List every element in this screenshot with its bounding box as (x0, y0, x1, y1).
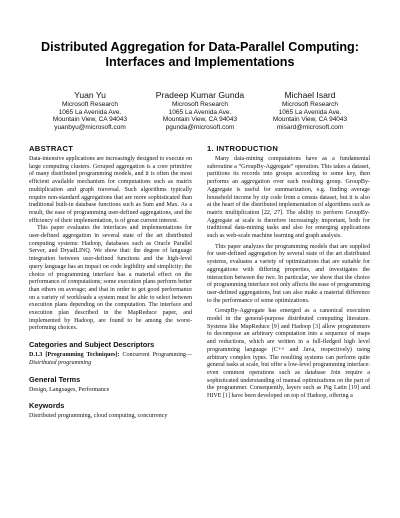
category-subcategory: Distributed programming (29, 359, 92, 366)
author-city: Mountain View, CA 94043 (272, 116, 348, 124)
introduction-paragraph: GroupBy-Aggregate has emerged as a canonical execution model in the general-purpose distributed computing literature. Systems like MapReduce [9] and Hadoop [3] allow programmers to decompose an arbitrary computation into a sequence of maps and reductions, which are written in a full-fledged high level programming language (C++ and Java, respectively) using arbitrary complex types. The resulting systems can perform quite general tasks at scale, but offer a low-level programming interface: even common operations such as database Join require a sophisticated understanding of manual optimizations on the part of the programmer. Consequently, layers such as Pig Latin [19] and HIVE [1] have been developed on top of Hadoop, offering a (207, 308, 370, 400)
paper-title (20, 40, 380, 70)
abstract-paragraph: This paper evaluates the interfaces and implementations for user-defined aggregation in several state of the art distributed computing systems: Hadoop, databases such as Oracle Parallel Server, and DryadLINQ. We show that: the degree of language integration between user-defined functions and the high-level query language has an impact on code legibility and simplicity; the choice of programming interface has a material effect on the performance of computations; some execution plans perform better than others on average; and that in order to get good performance on a variety of workloads a system must be able to select between execution plans depending on the computation. The interface and execution plan described in the MapReduce paper, and implemented by Hadoop, are found to be among the worst-performing choices. (29, 225, 192, 332)
author-name: Michael Isard (284, 90, 336, 100)
abstract-heading: ABSTRACT (29, 144, 74, 153)
author-city: Mountain View, CA 94043 (52, 116, 128, 124)
keywords-heading: Keywords (29, 401, 65, 411)
categories-heading: Categories and Subject Descriptors (29, 340, 155, 350)
left-column (29, 144, 192, 421)
author-card (140, 90, 260, 131)
introduction-heading: 1. INTRODUCTION (207, 144, 279, 153)
categories-text (29, 352, 192, 367)
category-code: D.1.3 [Programming Techniques]: (29, 352, 120, 359)
introduction-paragraph: This paper analyzes the programming models that are supplied for user-defined aggregation by several state of the art distributed systems, evaluates a variety of optimizations that are suitable for aggregations with differing properties, and investigates the interaction between the two. In particular, we show that the choice of programming interface not only affects the ease of programming user-defined aggregations, but can also make a material difference to the performance of some optimizations. (207, 243, 370, 304)
paper-title-line-1: Distributed Aggregation for Data-Parallel Computing: (41, 40, 359, 54)
paper-title-line-2: Interfaces and Implementations (105, 55, 295, 69)
author-org: Microsoft Research (62, 101, 118, 108)
author-org: Microsoft Research (172, 101, 228, 108)
keywords-text: Distributed programming, cloud computing, concurrency (29, 413, 168, 420)
author-address: 1065 La Avenida Ave. (58, 108, 122, 116)
author-name: Yuan Yu (74, 90, 106, 100)
general-terms-heading: General Terms (29, 374, 81, 384)
author-email: misard@microsoft.com (276, 123, 344, 131)
author-email: yuanbyu@microsoft.com (54, 123, 126, 131)
author-org: Microsoft Research (282, 101, 338, 108)
abstract-paragraph: Data-intensive applications are increasingly designed to execute on large computing clusters. Grouped aggregation is a core primitive of many distributed programming models, and it is often the most efficient available mechanism for computations such as matrix multiplication and graph traversal. Such algorithms typically require non-standard aggregations that are more sophisticated than traditional built-in database functions such as Sum and Max. As a result, the ease of programming user-defined aggregations, and the efficiency of their implementation, is of great current interest. (29, 156, 192, 224)
author-email: pgunda@microsoft.com (165, 123, 235, 131)
author-name: Pradeep Kumar Gunda (155, 90, 245, 100)
category-description: Concurrent Programming— (122, 352, 192, 359)
author-card (30, 90, 150, 131)
right-column (207, 144, 370, 401)
author-block (30, 90, 370, 135)
author-card (250, 90, 370, 131)
author-address: 1065 La Avenida Ave. (168, 108, 232, 116)
general-terms-text: Design, Languages, Performance (29, 386, 110, 393)
introduction-paragraph: Many data-mining computations have as a fundamental subroutine a “GroupBy-Aggregate” operation. This takes a dataset, partitions its records into groups according to some key, then performs an aggregation over each resulting group. GroupBy-Aggregate is useful for summarization, e.g. finding average household income by zip code from a census dataset, but it is also at the heart of the distributed implementation of algorithms such as matrix multiplication [22, 27]. The ability to perform GroupBy-Aggregate at scale is therefore increasingly important, both for traditional data-mining tasks and also for emerging applications such as web-scale machine learning and graph analysis. (207, 156, 370, 240)
author-address: 1065 La Avenida Ave. (278, 108, 342, 116)
author-city: Mountain View, CA 94043 (162, 116, 238, 124)
